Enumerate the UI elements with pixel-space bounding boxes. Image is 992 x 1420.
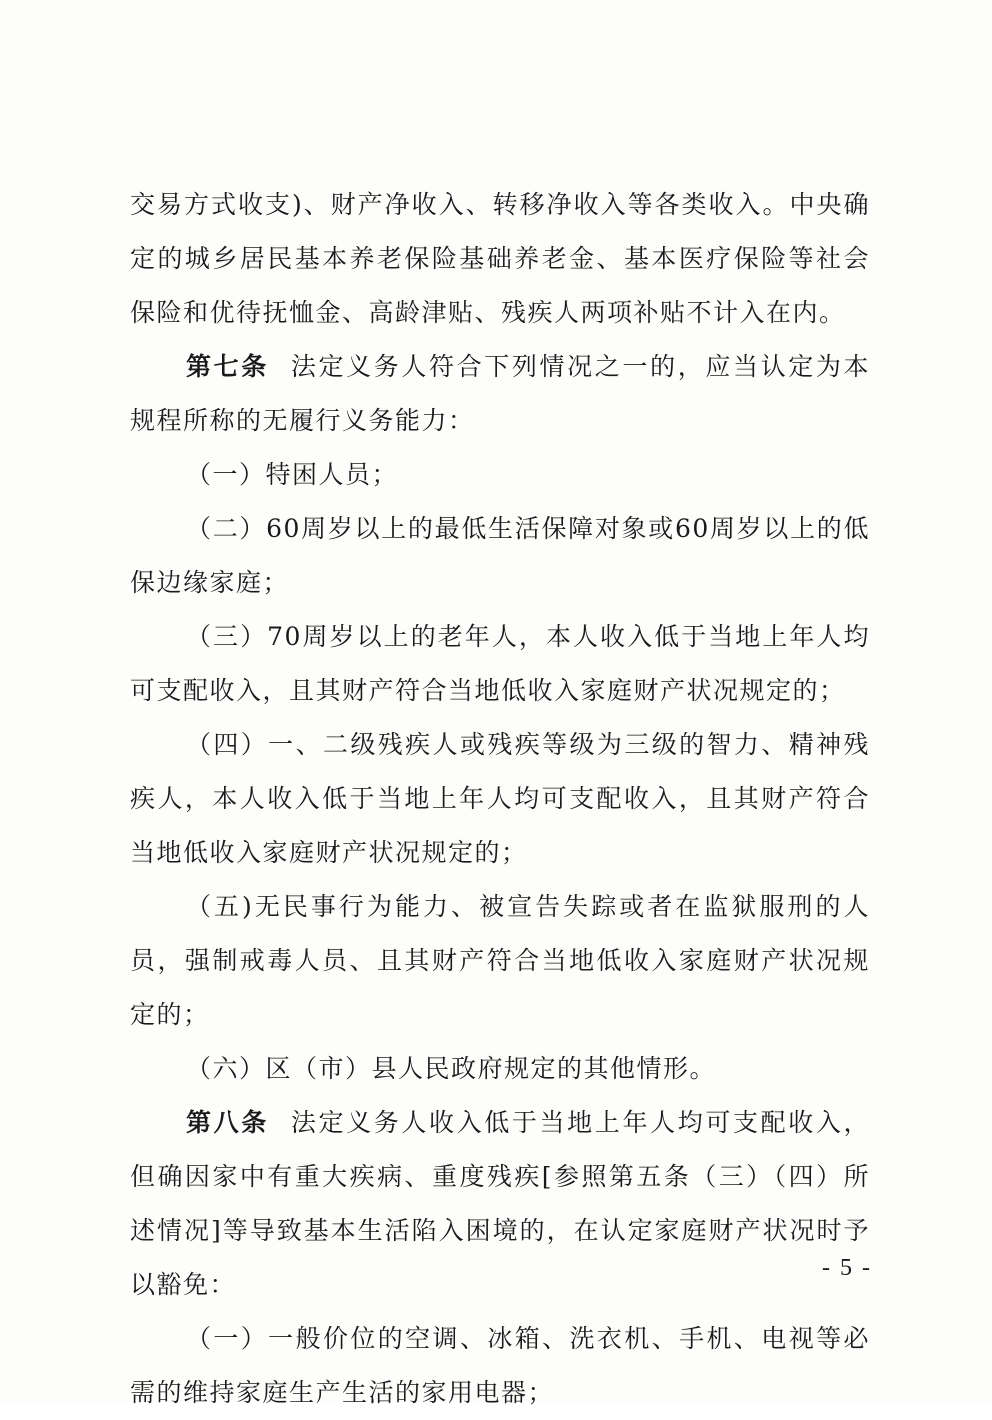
- list-item: [130, 610, 870, 718]
- paragraph-text: 法定义务人符合下列情况之一的，应当认定为本规程所称的无履行义务能力：: [130, 352, 870, 435]
- list-item: [130, 502, 870, 610]
- list-item: [130, 1042, 870, 1096]
- paragraph-text: （一）特困人员；: [186, 460, 399, 489]
- paragraph-text: （五)无民事行为能力、被宣告失踪或者在监狱服刑的人员，强制戒毒人员、且其财产符合当地低收入家庭财产状况规定的；: [130, 892, 870, 1029]
- paragraph-text: （四）一、二级残疾人或残疾等级为三级的智力、精神残疾人，本人收入低于当地上年人均可支配收入，且其财产符合当地低收入家庭财产状况规定的；: [130, 730, 870, 867]
- page-number: - 5 -: [822, 1255, 872, 1281]
- document-body: [130, 178, 870, 1420]
- paragraph-text: （六）区（市）县人民政府规定的其他情形。: [186, 1054, 717, 1083]
- article-heading: 第八条: [186, 1108, 269, 1137]
- list-item: [130, 880, 870, 1042]
- paragraph-text: （一）一般价位的空调、冰箱、洗衣机、手机、电视等必需的维持家庭生产生活的家用电器；: [130, 1324, 870, 1407]
- paragraph-text: （二）60周岁以上的最低生活保障对象或60周岁以上的低保边缘家庭；: [130, 514, 870, 597]
- list-item: [130, 448, 870, 502]
- article-7: [130, 340, 870, 448]
- paragraph: [130, 178, 870, 340]
- article-8: [130, 1096, 870, 1312]
- article-heading: 第七条: [186, 352, 269, 381]
- paragraph-text: （三）70周岁以上的老年人，本人收入低于当地上年人均可支配收入，且其财产符合当地低收入家庭财产状况规定的；: [130, 622, 870, 705]
- list-item: [130, 718, 870, 880]
- paragraph-text: 法定义务人收入低于当地上年人均可支配收入，但确因家中有重大疾病、重度残疾[参照第五条（三）（四）所述情况]等导致基本生活陷入困境的，在认定家庭财产状况时予以豁免：: [130, 1108, 870, 1299]
- paragraph-text: 交易方式收支)、财产净收入、转移净收入等各类收入。中央确定的城乡居民基本养老保险基础养老金、基本医疗保险等社会保险和优待抚恤金、高龄津贴、残疾人两项补贴不计入在内。: [130, 190, 870, 327]
- list-item: [130, 1312, 870, 1420]
